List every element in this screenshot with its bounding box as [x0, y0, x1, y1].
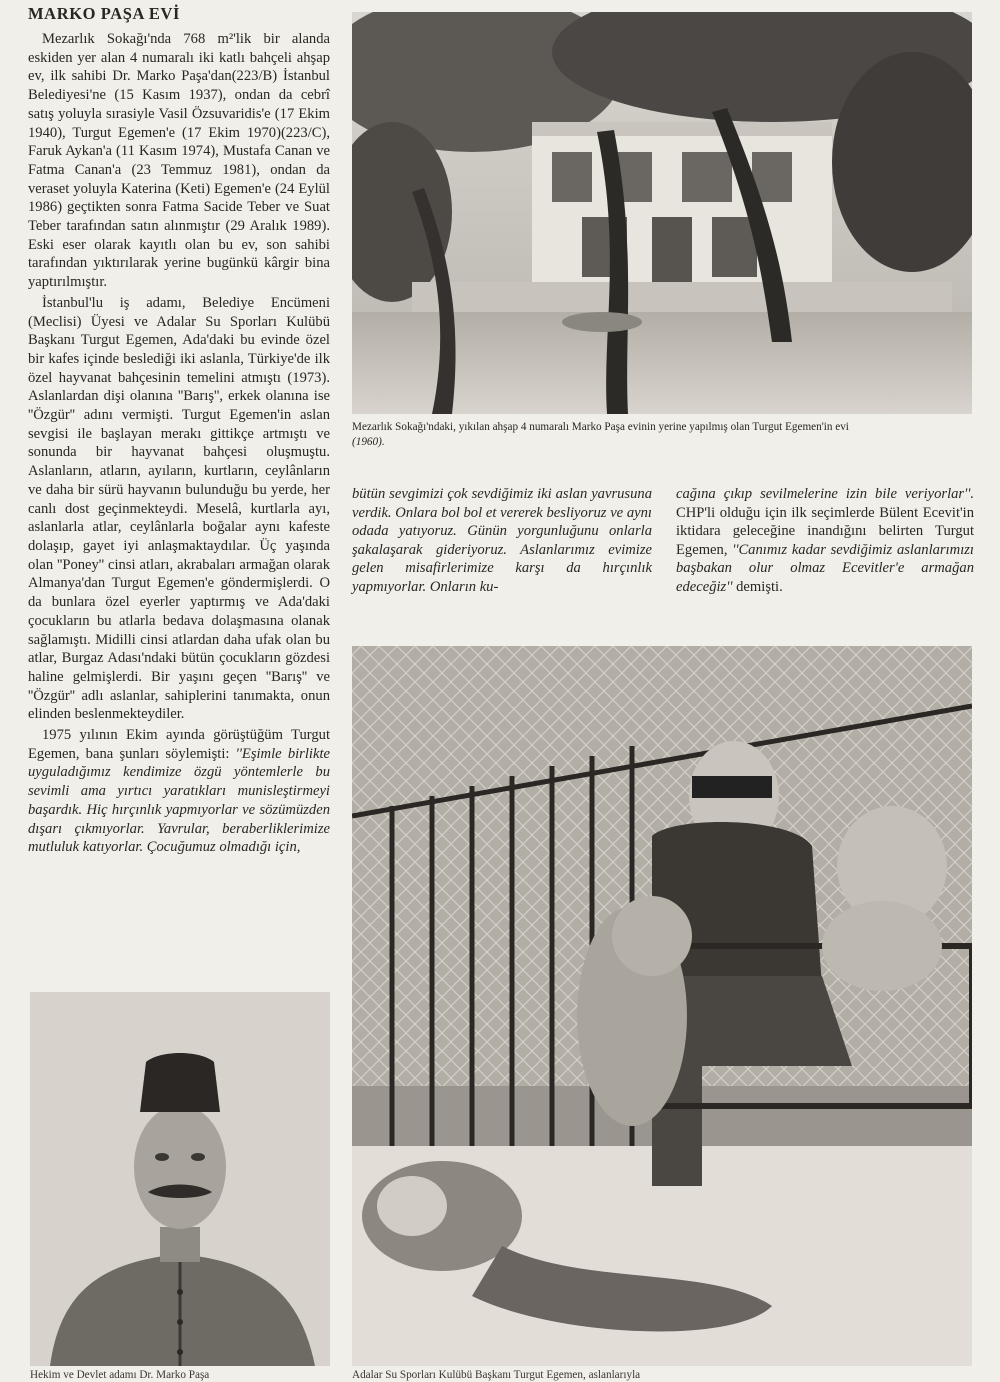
article-column-2: bütün sevgimizi çok sevdiğimiz iki aslan yavrusuna verdik. Onlara bol bol et vererek besliyoruz ve aynı odada yatıyoruz. Günün yorgunluğunu onlarla şakalaşarak gideriyoruz. Aslanlarımız evimize gelen misafirlerimize karşı da hırçınlık yapmıyorlar. Onların ku-: [352, 486, 652, 595]
paragraph-house-history: Mezarlık Sokağı'nda 768 m²'lik bir alanda eskiden yer alan 4 numaralı iki katlı bahçeli ahşap ev, ilk sahibi Dr. Marko Paşa'dan(223/B) İstanbul Belediyesi'ne (15 Kasım 1937), ondan da cebrî satış yoluyla sırasiyle Vasil Özsuvaridis'e (17 Ekim 1940), Turgut Egemen'e (17 Ekim 1970)(223/C), Faruk Aykan'a (11 Kasım 1974), Mustafa Canan ve Fatma Canan'a (23 Temmuz 1981), ondan da veraset yoluyla Katerina (Keti) Egemen'e (24 Eylül 1986) geçtikten sonra Fatma Sacide Teber ve Suat Teber tarafından satın alınmıştır (29 Aralık 1989). Eski eser olarak kayıtlı olan bu ev, son sahibi tarafından yıktırılarak yerine bugünkü kârgir bina yaptırılmıştır.: [28, 31, 330, 291]
house-photo: [352, 12, 972, 414]
portrait-caption: Hekim ve Devlet adamı Dr. Marko Paşa: [30, 1369, 210, 1381]
house-photo-caption: [352, 420, 976, 449]
portrait-photo: [30, 992, 330, 1366]
house-caption-text: Mezarlık Sokağı'ndaki, yıkılan ahşap 4 numaralı Marko Paşa evinin yerine yapılmış olan Turgut Egemen'in evi: [352, 421, 849, 433]
interview-lead: 1975 yılının Ekim ayında görüştüğüm Turgut Egemen, bana şunları söylemişti:: [28, 727, 330, 762]
paragraph-zoo-story: İstanbul'lu iş adamı, Belediye Encümeni (Meclisi) Üyesi ve Adalar Su Sporları Kulübü Başkanı Turgut Egemen, Ada'daki bu evinde özel bir kafes içinde beslediği iki aslanla, Türkiye'de ilk özel hayvanat bahçesinin temelini atmıştı (1973). Aslanlardan dişi olanına ''Barış'', erkek olanına ise ''Özgür'' adını vermişti. Turgut Egemen'in aslan sevgisi ile başlayan merakı gittikçe artmıştı ve sonunda bir hayvanat bahçesi oluşmuştu. Aslanların, atların, ayıların, kurtların, ceylânların ve daha bir sürü hayvanın bulunduğu bu yerde, her canlı dost geçinmekteydi. Meselâ, kurtlarla ayı, aslanlarla atlar, ceylânlarla boğalar aynı kafeste dolaşıp, gayet iyi anlaşmaktaydılar. Üç yaşında olan ''Poney'' cinsi atları, akrabaları armağan olarak Almanya'dan Turgut Egemen'e göndermişlerdi. O da bunlara özel eyerler yaptırmış ve Ada'daki çocukların bu atlarla bedava dolaşmasına olanak sağlamıştı. Midilli cinsi atlardan daha ufak olan bu atlar, Burgaz Adası'ndaki bütün çocukların gözdesi haline gelmişlerdi. Bir yaşını geçen ''Barış'' ve ''Özgür'' adlı aslanlar, sahiplerini tanımakta, onun elinden beslenmekteydiler.: [28, 294, 330, 723]
ecevit-quote: ''Canımız kadar sevdiğimiz aslanlarımızı başbakan olur olmaz Ecevitler'e armağan edeceğiz'': [676, 541, 974, 595]
article-column-1: [28, 30, 330, 857]
closing-text: demişti.: [732, 578, 783, 595]
lions-caption: Adalar Su Sporları Kulübü Başkanı Turgut Egemen, aslanlarıyla: [352, 1369, 641, 1381]
house-caption-year: (1960).: [352, 435, 385, 448]
interview-quote-start: ''Eşimle birlikte uyguladığımız kendimize özgü yöntemlerle bu sevimli ama yırtıcı yaratıkları munisleştirmeyi başardık. Hiç hırçınlık yapmıyorlar ve sözümüzden dışarı çıkmıyorlar. Yavrular, beraberliklerimize mutluluk katıyorlar. Çocuğumuz olmadığı için,: [28, 745, 330, 856]
article-column-3: [676, 485, 974, 597]
article-title: MARKO PAŞA EVİ: [28, 4, 181, 23]
paragraph-interview: [28, 726, 330, 857]
ecevit-text: CHP'li olduğu için ilk seçimlerde Bülent Ecevit'in iktidara geleceğine inandığını belirten Turgut Egemen,: [676, 504, 974, 558]
lions-photo: [352, 646, 972, 1366]
quote-end: cağına çıkıp sevilmelerine izin bile veriyorlar''.: [676, 486, 974, 502]
